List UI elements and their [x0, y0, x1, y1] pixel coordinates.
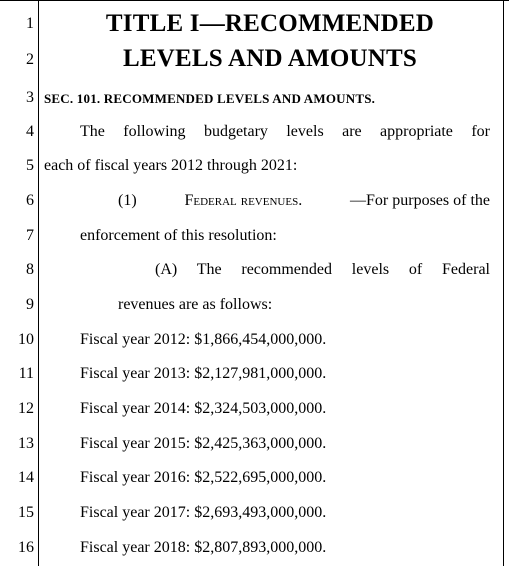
- line-number: 1: [26, 15, 34, 32]
- fiscal-year-line: Fiscal year 2017: $2,693,493,000,000.: [80, 504, 327, 521]
- fiscal-year-line: Fiscal year 2014: $2,324,503,000,000.: [80, 400, 327, 417]
- line-number: 16: [18, 539, 34, 556]
- line-number: 8: [26, 261, 34, 278]
- line-number-rule: [38, 1, 39, 566]
- item-1A-line-1: (A) The recommended levels of Federal: [155, 261, 490, 278]
- line-number: 2: [26, 51, 34, 68]
- line-number: 15: [18, 504, 34, 521]
- intro-line-1: The following budgetary levels are appropriate for: [80, 123, 490, 140]
- line-number: 6: [26, 192, 34, 209]
- line-number: 7: [26, 227, 34, 244]
- fiscal-year-line: Fiscal year 2013: $2,127,981,000,000.: [80, 365, 327, 382]
- fiscal-year-line: Fiscal year 2015: $2,425,363,000,000.: [80, 435, 327, 452]
- line-number: 4: [26, 123, 34, 140]
- fiscal-year-line: Fiscal year 2018: $2,807,893,000,000.: [80, 539, 327, 556]
- line-number: 14: [18, 469, 34, 486]
- item-1A-line-2: revenues are as follows:: [118, 296, 273, 313]
- item-1-line-2: enforcement of this resolution:: [80, 227, 277, 244]
- item-1-after-heading: —For purposes of the: [350, 192, 490, 209]
- line-number: 10: [18, 331, 34, 348]
- line-number: 3: [26, 89, 34, 106]
- fiscal-year-line: Fiscal year 2012: $1,866,454,000,000.: [80, 331, 327, 348]
- item-1-heading: Federal revenues.: [184, 192, 303, 209]
- section-heading: SEC. 101. RECOMMENDED LEVELS AND AMOUNTS.: [44, 91, 376, 106]
- item-1-label: (1): [118, 192, 137, 209]
- fiscal-year-line: Fiscal year 2016: $2,522,695,000,000.: [80, 469, 327, 486]
- item-1-line-1: [118, 191, 490, 211]
- right-margin-rule: [503, 1, 504, 566]
- line-number: 13: [18, 435, 34, 452]
- line-number: 12: [18, 400, 34, 417]
- line-number: 9: [26, 296, 34, 313]
- title-line-1: TITLE I—RECOMMENDED: [105, 10, 435, 37]
- title-line-2: LEVELS AND AMOUNTS: [123, 45, 417, 72]
- intro-line-2: each of fiscal years 2012 through 2021:: [44, 157, 298, 174]
- line-number: 5: [26, 157, 34, 174]
- line-number: 11: [18, 365, 34, 382]
